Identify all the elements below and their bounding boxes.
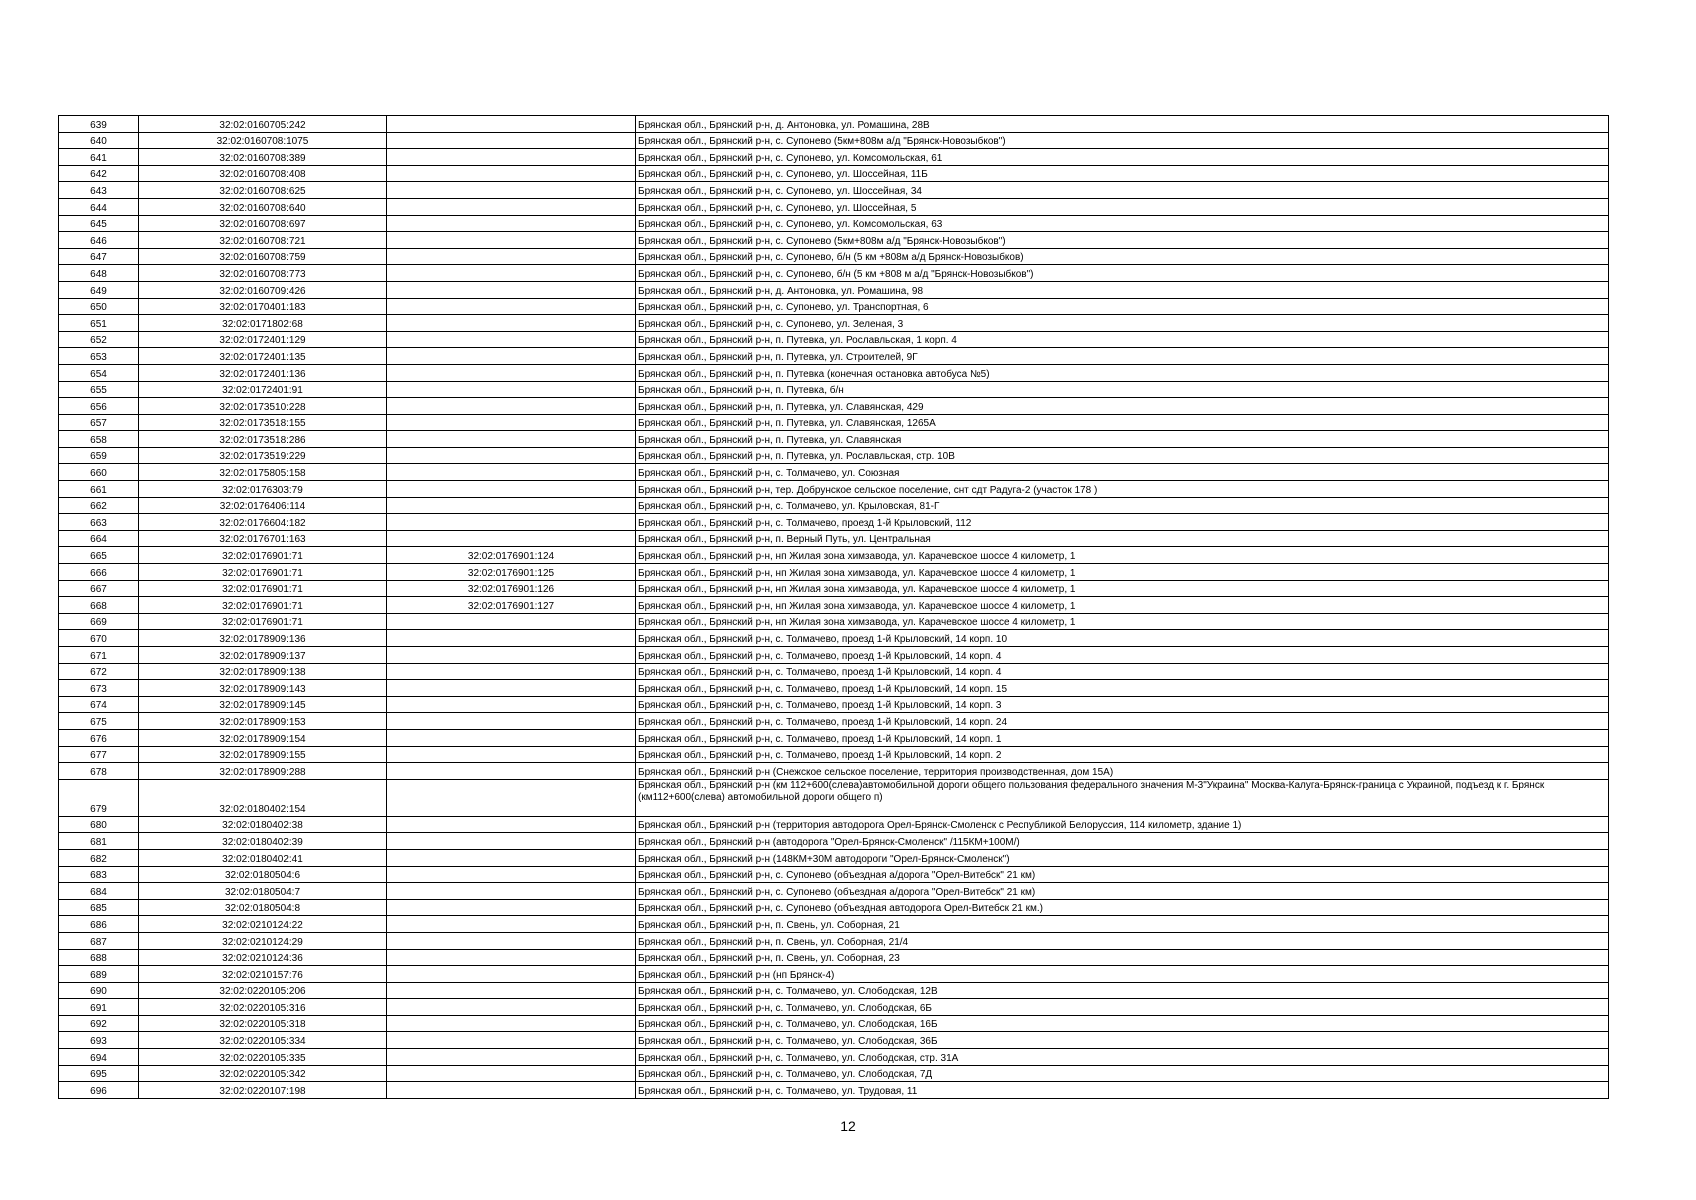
row-number-cell: 675 (59, 713, 139, 730)
table-row (59, 398, 1609, 415)
cadastral-number-cell: 32:02:0160708:697 (139, 215, 387, 232)
table-row (59, 613, 1609, 630)
table-row (59, 530, 1609, 547)
address-cell: Брянская обл., Брянский р-н, с. Супонево (объездная а/дорога "Орел-Витебск" 21 км) (636, 866, 1609, 883)
sub-cadastral-number-cell (387, 281, 636, 298)
sub-cadastral-number-cell (387, 514, 636, 531)
table-row (59, 481, 1609, 498)
sub-cadastral-number-cell: 32:02:0176901:124 (387, 547, 636, 564)
sub-cadastral-number-cell (387, 248, 636, 265)
address-cell: Брянская обл., Брянский р-н, с. Супонево, б/н (5 км +808м а/д Брянск-Новозыбков) (636, 248, 1609, 265)
address-cell: Брянская обл., Брянский р-н, п. Свень, ул. Соборная, 21 (636, 916, 1609, 933)
sub-cadastral-number-cell (387, 315, 636, 332)
address-cell: Брянская обл., Брянский р-н, с. Супонево (объездная а/дорога "Орел-Витебск" 21 км) (636, 883, 1609, 900)
sub-cadastral-number-cell (387, 949, 636, 966)
sub-cadastral-number-cell (387, 763, 636, 780)
cadastral-number-cell: 32:02:0176901:71 (139, 597, 387, 614)
sub-cadastral-number-cell (387, 447, 636, 464)
row-number-cell: 657 (59, 414, 139, 431)
row-number-cell: 642 (59, 165, 139, 182)
sub-cadastral-number-cell (387, 414, 636, 431)
sub-cadastral-number-cell (387, 849, 636, 866)
address-cell: Брянская обл., Брянский р-н, нп Жилая зона химзавода, ул. Карачевское шоссе 4 километр, 1 (636, 613, 1609, 630)
sub-cadastral-number-cell (387, 982, 636, 999)
sub-cadastral-number-cell: 32:02:0176901:127 (387, 597, 636, 614)
table-row (59, 966, 1609, 983)
table-row (59, 816, 1609, 833)
sub-cadastral-number-cell: 32:02:0176901:126 (387, 580, 636, 597)
row-number-cell: 659 (59, 447, 139, 464)
address-cell: Брянская обл., Брянский р-н, с. Супонево, ул. Транспортная, 6 (636, 298, 1609, 315)
cadastral-number-cell: 32:02:0173519:229 (139, 447, 387, 464)
row-number-cell: 680 (59, 816, 139, 833)
address-cell: Брянская обл., Брянский р-н, п. Путевка, ул. Славянская, 1265А (636, 414, 1609, 431)
address-cell: Брянская обл., Брянский р-н, с. Супонево (объездная автодорога Орел-Витебск 21 км.) (636, 899, 1609, 916)
address-cell: Брянская обл., Брянский р-н, нп Жилая зона химзавода, ул. Карачевское шоссе 4 километр, 1 (636, 564, 1609, 581)
address-cell: Брянская обл., Брянский р-н, тер. Добрунское сельское поселение, снт сдт Радуга-2 (участок 178 ) (636, 481, 1609, 498)
cadastral-number-cell: 32:02:0178909:154 (139, 729, 387, 746)
table-body (59, 116, 1609, 1099)
table-row (59, 580, 1609, 597)
row-number-cell: 656 (59, 398, 139, 415)
row-number-cell: 684 (59, 883, 139, 900)
table-row (59, 232, 1609, 249)
row-number-cell: 669 (59, 613, 139, 630)
table-row (59, 630, 1609, 647)
cadastral-number-cell: 32:02:0220105:318 (139, 1015, 387, 1032)
cadastral-number-cell: 32:02:0210157:76 (139, 966, 387, 983)
sub-cadastral-number-cell (387, 398, 636, 415)
row-number-cell: 639 (59, 116, 139, 133)
address-cell: Брянская обл., Брянский р-н, с. Супонево, ул. Шоссейная, 34 (636, 182, 1609, 199)
table-row (59, 497, 1609, 514)
table-row (59, 597, 1609, 614)
address-cell: Брянская обл., Брянский р-н (км 112+600(слева)автомобильной дороги общего пользования федерального значения М-3"Украина" Москва-Калуга-Брянск-граница с Украиной, подъезд к г. Брянск (км112+600(слева) автомобильной дороги общего п) (636, 779, 1609, 816)
sub-cadastral-number-cell (387, 1082, 636, 1099)
address-cell: Брянская обл., Брянский р-н, с. Толмачево, проезд 1-й Крыловский, 14 корп. 24 (636, 713, 1609, 730)
table-row (59, 364, 1609, 381)
address-cell: Брянская обл., Брянский р-н, нп Жилая зона химзавода, ул. Карачевское шоссе 4 километр, 1 (636, 547, 1609, 564)
row-number-cell: 695 (59, 1065, 139, 1082)
cadastral-number-cell: 32:02:0178909:153 (139, 713, 387, 730)
table-row (59, 547, 1609, 564)
cadastral-number-cell: 32:02:0180504:7 (139, 883, 387, 900)
cadastral-number-cell: 32:02:0178909:138 (139, 663, 387, 680)
row-number-cell: 663 (59, 514, 139, 531)
cadastral-number-cell: 32:02:0210124:29 (139, 932, 387, 949)
table-row (59, 116, 1609, 133)
address-cell: Брянская обл., Брянский р-н, п. Путевка, ул. Рославльская, 1 корп. 4 (636, 331, 1609, 348)
cadastral-number-cell: 32:02:0160708:640 (139, 198, 387, 215)
row-number-cell: 687 (59, 932, 139, 949)
row-number-cell: 648 (59, 265, 139, 282)
table-row (59, 779, 1609, 816)
row-number-cell: 696 (59, 1082, 139, 1099)
sub-cadastral-number-cell (387, 116, 636, 133)
property-table (58, 115, 1609, 1099)
address-cell: Брянская обл., Брянский р-н, д. Антоновка, ул. Ромашина, 98 (636, 281, 1609, 298)
sub-cadastral-number-cell (387, 1049, 636, 1066)
address-cell: Брянская обл., Брянский р-н, с. Толмачево, проезд 1-й Крыловский, 14 корп. 2 (636, 746, 1609, 763)
address-cell: Брянская обл., Брянский р-н (автодорога "Орел-Брянск-Смоленск" /115КМ+100М/) (636, 833, 1609, 850)
row-number-cell: 653 (59, 348, 139, 365)
table-row (59, 331, 1609, 348)
cadastral-number-cell: 32:02:0176604:182 (139, 514, 387, 531)
address-cell: Брянская обл., Брянский р-н, п. Путевка (конечная остановка автобуса №5) (636, 364, 1609, 381)
table-row (59, 916, 1609, 933)
cadastral-number-cell: 32:02:0160708:1075 (139, 132, 387, 149)
cadastral-number-cell: 32:02:0170401:183 (139, 298, 387, 315)
cadastral-number-cell: 32:02:0176303:79 (139, 481, 387, 498)
sub-cadastral-number-cell (387, 198, 636, 215)
sub-cadastral-number-cell (387, 464, 636, 481)
table-row (59, 132, 1609, 149)
cadastral-number-cell: 32:02:0172401:129 (139, 331, 387, 348)
sub-cadastral-number-cell (387, 647, 636, 664)
row-number-cell: 640 (59, 132, 139, 149)
address-cell: Брянская обл., Брянский р-н, нп Жилая зона химзавода, ул. Карачевское шоссе 4 километр, 1 (636, 580, 1609, 597)
row-number-cell: 665 (59, 547, 139, 564)
address-cell: Брянская обл., Брянский р-н, с. Толмачево, проезд 1-й Крыловский, 112 (636, 514, 1609, 531)
cadastral-number-cell: 32:02:0173510:228 (139, 398, 387, 415)
cadastral-number-cell: 32:02:0178909:288 (139, 763, 387, 780)
cadastral-number-cell: 32:02:0172401:136 (139, 364, 387, 381)
address-cell: Брянская обл., Брянский р-н, п. Свень, ул. Соборная, 21/4 (636, 932, 1609, 949)
row-number-cell: 688 (59, 949, 139, 966)
address-cell: Брянская обл., Брянский р-н (территория автодорога Орел-Брянск-Смоленск с Республикой Белоруссия, 114 километр, здание 1) (636, 816, 1609, 833)
table-row (59, 1049, 1609, 1066)
sub-cadastral-number-cell (387, 1065, 636, 1082)
cadastral-number-cell: 32:02:0172401:91 (139, 381, 387, 398)
sub-cadastral-number-cell (387, 497, 636, 514)
sub-cadastral-number-cell (387, 866, 636, 883)
sub-cadastral-number-cell (387, 916, 636, 933)
sub-cadastral-number-cell (387, 932, 636, 949)
table-row (59, 198, 1609, 215)
sub-cadastral-number-cell (387, 696, 636, 713)
row-number-cell: 670 (59, 630, 139, 647)
cadastral-number-cell: 32:02:0160708:625 (139, 182, 387, 199)
sub-cadastral-number-cell (387, 182, 636, 199)
row-number-cell: 694 (59, 1049, 139, 1066)
table-row (59, 431, 1609, 448)
table-row (59, 265, 1609, 282)
cadastral-number-cell: 32:02:0176701:163 (139, 530, 387, 547)
address-cell: Брянская обл., Брянский р-н, п. Путевка, б/н (636, 381, 1609, 398)
sub-cadastral-number-cell (387, 331, 636, 348)
address-cell: Брянская обл., Брянский р-н, с. Супонево, б/н (5 км +808 м а/д "Брянск-Новозыбков") (636, 265, 1609, 282)
sub-cadastral-number-cell (387, 265, 636, 282)
sub-cadastral-number-cell (387, 663, 636, 680)
table-row (59, 564, 1609, 581)
sub-cadastral-number-cell (387, 883, 636, 900)
address-cell: Брянская обл., Брянский р-н, с. Супонево, ул. Шоссейная, 5 (636, 198, 1609, 215)
cadastral-number-cell: 32:02:0176901:71 (139, 613, 387, 630)
row-number-cell: 677 (59, 746, 139, 763)
cadastral-number-cell: 32:02:0220105:342 (139, 1065, 387, 1082)
cadastral-number-cell: 32:02:0176901:71 (139, 580, 387, 597)
row-number-cell: 666 (59, 564, 139, 581)
sub-cadastral-number-cell (387, 364, 636, 381)
cadastral-number-cell: 32:02:0210124:22 (139, 916, 387, 933)
table-row (59, 281, 1609, 298)
row-number-cell: 655 (59, 381, 139, 398)
table-row (59, 464, 1609, 481)
row-number-cell: 646 (59, 232, 139, 249)
cadastral-number-cell: 32:02:0160709:426 (139, 281, 387, 298)
sub-cadastral-number-cell (387, 713, 636, 730)
cadastral-number-cell: 32:02:0180402:154 (139, 779, 387, 816)
table-row (59, 1065, 1609, 1082)
table-row (59, 982, 1609, 999)
cadastral-number-cell: 32:02:0160708:721 (139, 232, 387, 249)
address-cell: Брянская обл., Брянский р-н, с. Супонево (5км+808м а/д "Брянск-Новозыбков") (636, 132, 1609, 149)
cadastral-number-cell: 32:02:0176406:114 (139, 497, 387, 514)
row-number-cell: 673 (59, 680, 139, 697)
sub-cadastral-number-cell (387, 966, 636, 983)
cadastral-number-cell: 32:02:0160705:242 (139, 116, 387, 133)
address-cell: Брянская обл., Брянский р-н (Снежское сельское поселение, территория производственная, дом 15А) (636, 763, 1609, 780)
row-number-cell: 649 (59, 281, 139, 298)
table-row (59, 1082, 1609, 1099)
table-row (59, 932, 1609, 949)
cadastral-number-cell: 32:02:0160708:773 (139, 265, 387, 282)
table-row (59, 866, 1609, 883)
table-row (59, 899, 1609, 916)
table-row (59, 165, 1609, 182)
cadastral-number-cell: 32:02:0176901:71 (139, 564, 387, 581)
sub-cadastral-number-cell (387, 746, 636, 763)
sub-cadastral-number-cell (387, 816, 636, 833)
cadastral-number-cell: 32:02:0210124:36 (139, 949, 387, 966)
row-number-cell: 645 (59, 215, 139, 232)
cadastral-number-cell: 32:02:0173518:286 (139, 431, 387, 448)
sub-cadastral-number-cell (387, 348, 636, 365)
row-number-cell: 643 (59, 182, 139, 199)
cadastral-number-cell: 32:02:0176901:71 (139, 547, 387, 564)
table-row (59, 149, 1609, 166)
sub-cadastral-number-cell: 32:02:0176901:125 (387, 564, 636, 581)
sub-cadastral-number-cell (387, 530, 636, 547)
sub-cadastral-number-cell (387, 999, 636, 1016)
cadastral-number-cell: 32:02:0173518:155 (139, 414, 387, 431)
row-number-cell: 661 (59, 481, 139, 498)
address-cell: Брянская обл., Брянский р-н, нп Жилая зона химзавода, ул. Карачевское шоссе 4 километр, 1 (636, 597, 1609, 614)
sub-cadastral-number-cell (387, 381, 636, 398)
row-number-cell: 650 (59, 298, 139, 315)
table-row (59, 833, 1609, 850)
sub-cadastral-number-cell (387, 1032, 636, 1049)
address-cell: Брянская обл., Брянский р-н, с. Толмачево, ул. Трудовая, 11 (636, 1082, 1609, 1099)
address-cell: Брянская обл., Брянский р-н, с. Супонево, ул. Шоссейная, 11Б (636, 165, 1609, 182)
table-row (59, 729, 1609, 746)
cadastral-number-cell: 32:02:0220105:206 (139, 982, 387, 999)
table-row (59, 1032, 1609, 1049)
row-number-cell: 641 (59, 149, 139, 166)
row-number-cell: 693 (59, 1032, 139, 1049)
cadastral-number-cell: 32:02:0160708:389 (139, 149, 387, 166)
cadastral-number-cell: 32:02:0172401:135 (139, 348, 387, 365)
table-row (59, 381, 1609, 398)
sub-cadastral-number-cell (387, 215, 636, 232)
row-number-cell: 647 (59, 248, 139, 265)
address-cell: Брянская обл., Брянский р-н, с. Толмачево, ул. Слободская, 16Б (636, 1015, 1609, 1032)
table-row (59, 883, 1609, 900)
address-cell: Брянская обл., Брянский р-н, п. Путевка, ул. Строителей, 9Г (636, 348, 1609, 365)
address-cell: Брянская обл., Брянский р-н, с. Толмачево, проезд 1-й Крыловский, 14 корп. 10 (636, 630, 1609, 647)
cadastral-number-cell: 32:02:0220105:316 (139, 999, 387, 1016)
sub-cadastral-number-cell (387, 680, 636, 697)
row-number-cell: 678 (59, 763, 139, 780)
row-number-cell: 682 (59, 849, 139, 866)
cadastral-number-cell: 32:02:0178909:136 (139, 630, 387, 647)
page-number: 12 (840, 1118, 856, 1134)
cadastral-number-cell: 32:02:0178909:155 (139, 746, 387, 763)
address-cell: Брянская обл., Брянский р-н, с. Толмачево, проезд 1-й Крыловский, 14 корп. 4 (636, 663, 1609, 680)
table-row (59, 999, 1609, 1016)
row-number-cell: 664 (59, 530, 139, 547)
table-row (59, 949, 1609, 966)
sub-cadastral-number-cell (387, 1015, 636, 1032)
row-number-cell: 668 (59, 597, 139, 614)
address-cell: Брянская обл., Брянский р-н, п. Свень, ул. Соборная, 23 (636, 949, 1609, 966)
address-cell: Брянская обл., Брянский р-н, п. Путевка, ул. Славянская (636, 431, 1609, 448)
table-row (59, 414, 1609, 431)
cadastral-number-cell: 32:02:0171802:68 (139, 315, 387, 332)
row-number-cell: 683 (59, 866, 139, 883)
sub-cadastral-number-cell (387, 613, 636, 630)
address-cell: Брянская обл., Брянский р-н, с. Толмачево, ул. Слободская, 36Б (636, 1032, 1609, 1049)
cadastral-number-cell: 32:02:0180504:6 (139, 866, 387, 883)
sub-cadastral-number-cell (387, 431, 636, 448)
row-number-cell: 672 (59, 663, 139, 680)
table-row (59, 348, 1609, 365)
row-number-cell: 681 (59, 833, 139, 850)
cadastral-number-cell: 32:02:0220105:334 (139, 1032, 387, 1049)
cadastral-number-cell: 32:02:0180504:8 (139, 899, 387, 916)
row-number-cell: 692 (59, 1015, 139, 1032)
row-number-cell: 662 (59, 497, 139, 514)
row-number-cell: 676 (59, 729, 139, 746)
table-row (59, 763, 1609, 780)
address-cell: Брянская обл., Брянский р-н, с. Толмачево, ул. Крыловская, 81-Г (636, 497, 1609, 514)
row-number-cell: 651 (59, 315, 139, 332)
table-row (59, 315, 1609, 332)
address-cell: Брянская обл., Брянский р-н (нп Брянск-4) (636, 966, 1609, 983)
sub-cadastral-number-cell (387, 481, 636, 498)
cadastral-number-cell: 32:02:0180402:41 (139, 849, 387, 866)
row-number-cell: 660 (59, 464, 139, 481)
row-number-cell: 691 (59, 999, 139, 1016)
address-cell: Брянская обл., Брянский р-н, с. Толмачево, проезд 1-й Крыловский, 14 корп. 3 (636, 696, 1609, 713)
table-row (59, 680, 1609, 697)
table-row (59, 182, 1609, 199)
row-number-cell: 689 (59, 966, 139, 983)
address-cell: Брянская обл., Брянский р-н (148КМ+30М автодороги "Орел-Брянск-Смоленск") (636, 849, 1609, 866)
row-number-cell: 658 (59, 431, 139, 448)
address-cell: Брянская обл., Брянский р-н, с. Супонево, ул. Зеленая, 3 (636, 315, 1609, 332)
sub-cadastral-number-cell (387, 899, 636, 916)
table-row (59, 663, 1609, 680)
address-cell: Брянская обл., Брянский р-н, п. Путевка, ул. Рославльская, стр. 10В (636, 447, 1609, 464)
table-row (59, 447, 1609, 464)
row-number-cell: 690 (59, 982, 139, 999)
table-row (59, 298, 1609, 315)
table-row (59, 1015, 1609, 1032)
cadastral-number-cell: 32:02:0175805:158 (139, 464, 387, 481)
cadastral-number-cell: 32:02:0220105:335 (139, 1049, 387, 1066)
cadastral-number-cell: 32:02:0160708:759 (139, 248, 387, 265)
address-cell: Брянская обл., Брянский р-н, д. Антоновка, ул. Ромашина, 28В (636, 116, 1609, 133)
table-row (59, 746, 1609, 763)
row-number-cell: 671 (59, 647, 139, 664)
address-cell: Брянская обл., Брянский р-н, с. Толмачево, проезд 1-й Крыловский, 14 корп. 15 (636, 680, 1609, 697)
cadastral-number-cell: 32:02:0160708:408 (139, 165, 387, 182)
cadastral-number-cell: 32:02:0180402:39 (139, 833, 387, 850)
row-number-cell: 667 (59, 580, 139, 597)
table-row (59, 248, 1609, 265)
table-row (59, 514, 1609, 531)
sub-cadastral-number-cell (387, 298, 636, 315)
address-cell: Брянская обл., Брянский р-н, п. Верный Путь, ул. Центральная (636, 530, 1609, 547)
sub-cadastral-number-cell (387, 132, 636, 149)
row-number-cell: 679 (59, 779, 139, 816)
row-number-cell: 652 (59, 331, 139, 348)
row-number-cell: 674 (59, 696, 139, 713)
address-cell: Брянская обл., Брянский р-н, с. Толмачево, ул. Слободская, 6Б (636, 999, 1609, 1016)
sub-cadastral-number-cell (387, 833, 636, 850)
sub-cadastral-number-cell (387, 232, 636, 249)
cadastral-number-cell: 32:02:0180402:38 (139, 816, 387, 833)
address-cell: Брянская обл., Брянский р-н, с. Супонево (5км+808м а/д "Брянск-Новозыбков") (636, 232, 1609, 249)
table-row (59, 696, 1609, 713)
sub-cadastral-number-cell (387, 149, 636, 166)
address-cell: Брянская обл., Брянский р-н, с. Толмачево, ул. Слободская, стр. 31А (636, 1049, 1609, 1066)
row-number-cell: 654 (59, 364, 139, 381)
table-row (59, 215, 1609, 232)
address-cell: Брянская обл., Брянский р-н, с. Толмачево, ул. Слободская, 12В (636, 982, 1609, 999)
row-number-cell: 686 (59, 916, 139, 933)
table-row (59, 849, 1609, 866)
cadastral-number-cell: 32:02:0178909:143 (139, 680, 387, 697)
address-cell: Брянская обл., Брянский р-н, п. Путевка, ул. Славянская, 429 (636, 398, 1609, 415)
address-cell: Брянская обл., Брянский р-н, с. Супонево, ул. Комсомольская, 63 (636, 215, 1609, 232)
address-cell: Брянская обл., Брянский р-н, с. Толмачево, ул. Союзная (636, 464, 1609, 481)
cadastral-number-cell: 32:02:0178909:145 (139, 696, 387, 713)
address-cell: Брянская обл., Брянский р-н, с. Толмачево, ул. Слободская, 7Д (636, 1065, 1609, 1082)
table-row (59, 647, 1609, 664)
cadastral-number-cell: 32:02:0178909:137 (139, 647, 387, 664)
sub-cadastral-number-cell (387, 630, 636, 647)
cadastral-number-cell: 32:02:0220107:198 (139, 1082, 387, 1099)
table-row (59, 713, 1609, 730)
sub-cadastral-number-cell (387, 729, 636, 746)
sub-cadastral-number-cell (387, 165, 636, 182)
address-cell: Брянская обл., Брянский р-н, с. Толмачево, проезд 1-й Крыловский, 14 корп. 1 (636, 729, 1609, 746)
sub-cadastral-number-cell (387, 779, 636, 816)
row-number-cell: 644 (59, 198, 139, 215)
row-number-cell: 685 (59, 899, 139, 916)
address-cell: Брянская обл., Брянский р-н, с. Супонево, ул. Комсомольская, 61 (636, 149, 1609, 166)
address-cell: Брянская обл., Брянский р-н, с. Толмачево, проезд 1-й Крыловский, 14 корп. 4 (636, 647, 1609, 664)
